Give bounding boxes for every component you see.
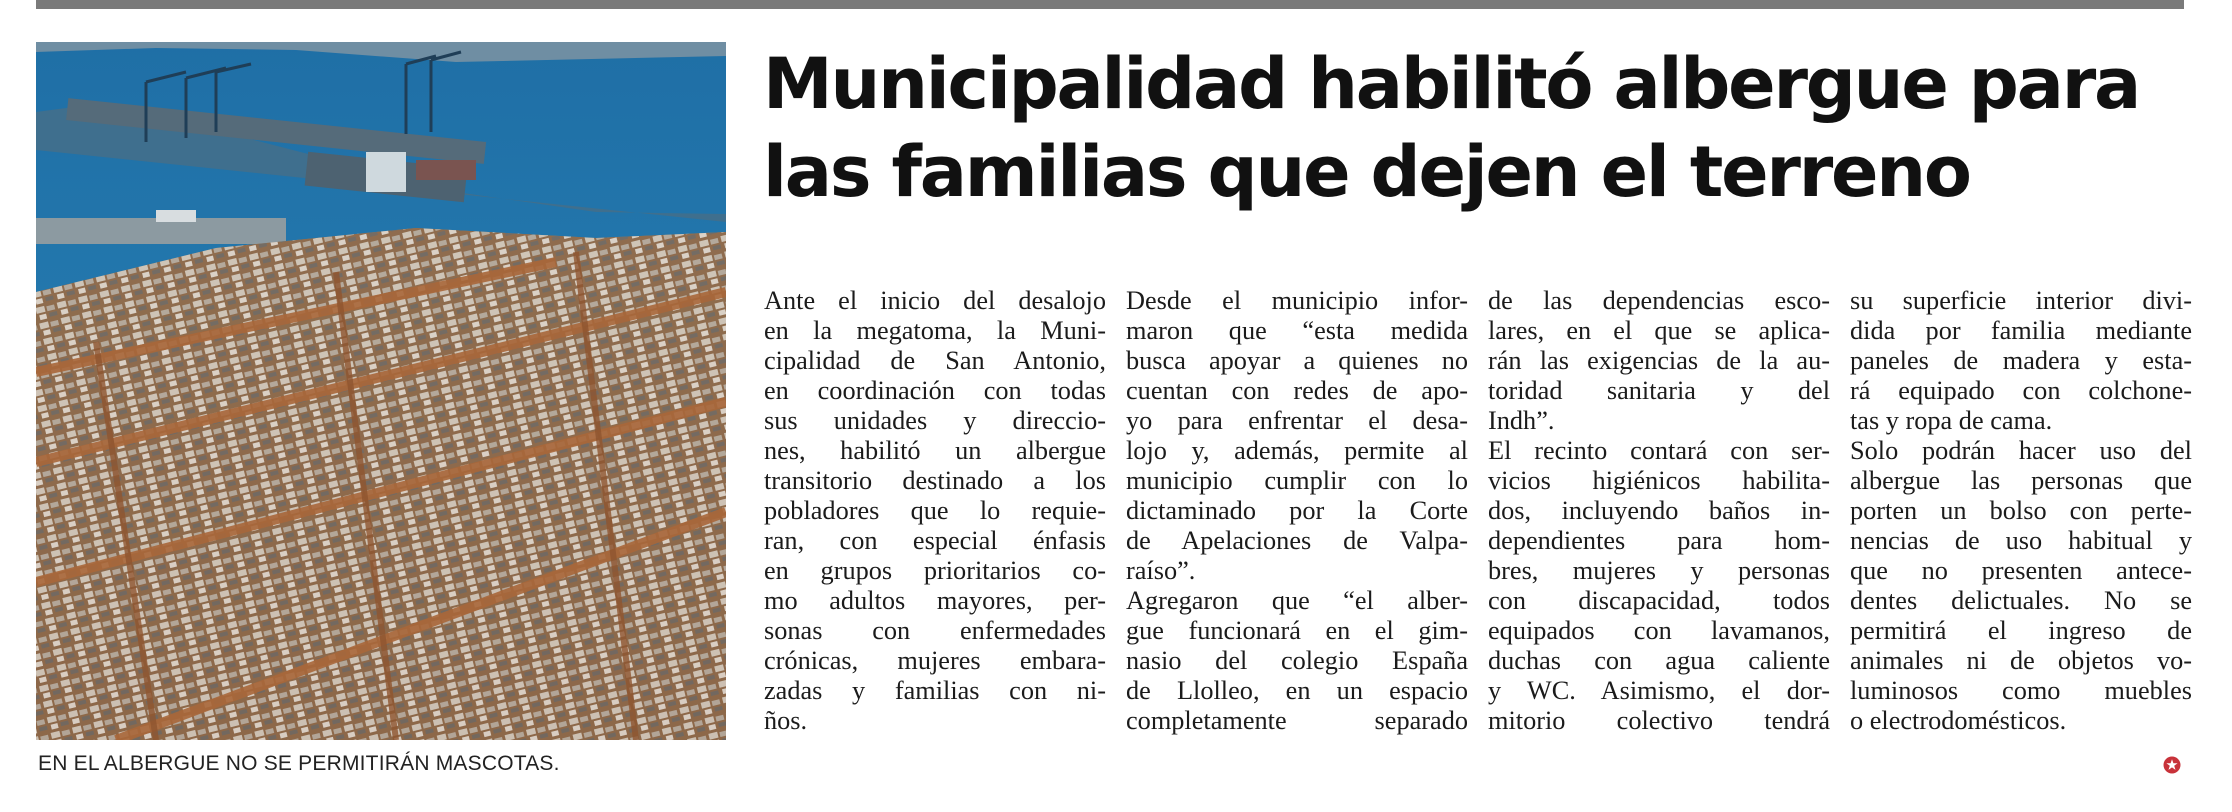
body-line: nes, habilitó un albergue bbox=[764, 436, 1106, 465]
body-line: vicios higiénicos habilita- bbox=[1488, 466, 1830, 495]
body-line: bres, mujeres y personas bbox=[1488, 556, 1830, 585]
body-line: y WC. Asimismo, el dor- bbox=[1488, 676, 1830, 705]
headline bbox=[763, 40, 2183, 216]
body-line: lojo y, además, permite al bbox=[1126, 436, 1468, 465]
body-column-4 bbox=[1850, 286, 2192, 736]
aerial-photo-camp bbox=[36, 42, 726, 740]
body-line: dependientes para hom- bbox=[1488, 526, 1830, 555]
body-line: yo para enfrentar el desa- bbox=[1126, 406, 1468, 435]
body-line: El recinto contará con ser- bbox=[1488, 436, 1830, 465]
body-line: porten un bolso con perte- bbox=[1850, 496, 2192, 525]
body-line: de Llolleo, en un espacio bbox=[1126, 676, 1468, 705]
body-line: Desde el municipio infor- bbox=[1126, 286, 1468, 315]
headline-line-1: Municipalidad habilitó albergue para bbox=[763, 43, 2140, 125]
body-line: en la megatoma, la Muni- bbox=[764, 316, 1106, 345]
body-column-2 bbox=[1126, 286, 1468, 736]
body-line: dida por familia mediante bbox=[1850, 316, 2192, 345]
body-line: ños. bbox=[764, 706, 808, 735]
body-line: luminosos como muebles bbox=[1850, 676, 2192, 705]
headline-line-2: las familias que dejen el terreno bbox=[763, 131, 1970, 213]
body-line: de Apelaciones de Valpa- bbox=[1126, 526, 1468, 555]
body-line: albergue las personas que bbox=[1850, 466, 2192, 495]
body-line: municipio cumplir con lo bbox=[1126, 466, 1468, 495]
body-line: o electrodomésticos. bbox=[1850, 706, 2067, 735]
body-line: nencias de uso habitual y bbox=[1850, 526, 2192, 555]
body-line: toridad sanitaria y del bbox=[1488, 376, 1830, 405]
body-line: paneles de madera y esta- bbox=[1850, 346, 2192, 375]
body-line: su superficie interior divi- bbox=[1850, 286, 2192, 315]
top-rule bbox=[36, 0, 2184, 9]
body-line: raíso”. bbox=[1126, 556, 1196, 585]
body-line: gue funcionará en el gim- bbox=[1126, 616, 1468, 645]
body-line: mo adultos mayores, per- bbox=[764, 586, 1106, 615]
body-line: ran, con especial énfasis bbox=[764, 526, 1106, 555]
body-line: lares, en el que se aplica- bbox=[1488, 316, 1830, 345]
body-line: rá equipado con colchone- bbox=[1850, 376, 2192, 405]
body-line: animales ni de objetos vo- bbox=[1850, 646, 2192, 675]
body-line: equipados con lavamanos, bbox=[1488, 616, 1830, 645]
body-line: busca apoyar a quienes no bbox=[1126, 346, 1468, 375]
body-line: duchas con agua caliente bbox=[1488, 646, 1830, 675]
body-line: rán las exigencias de la au- bbox=[1488, 346, 1830, 375]
body-line: en grupos prioritarios co- bbox=[764, 556, 1106, 585]
body-line: dictaminado por la Corte bbox=[1126, 496, 1468, 525]
body-line: zadas y familias con ni- bbox=[764, 676, 1106, 705]
body-line: transitorio destinado a los bbox=[764, 466, 1106, 495]
end-of-article-star-icon bbox=[2163, 756, 2181, 774]
body-line: con discapacidad, todos bbox=[1488, 586, 1830, 615]
body-line: cuentan con redes de apo- bbox=[1126, 376, 1468, 405]
photo-caption: EN EL ALBERGUE NO SE PERMITIRÁN MASCOTAS. bbox=[38, 752, 560, 775]
body-line: dos, incluyendo baños in- bbox=[1488, 496, 1830, 525]
body-line: sus unidades y direccio- bbox=[764, 406, 1106, 435]
body-line: crónicas, mujeres embara- bbox=[764, 646, 1106, 675]
body-line: permitirá el ingreso de bbox=[1850, 616, 2192, 645]
body-line: maron que “esta medida bbox=[1126, 316, 1468, 345]
body-column-1 bbox=[764, 286, 1106, 736]
body-line: cipalidad de San Antonio, bbox=[764, 346, 1106, 375]
body-line: completamente separado bbox=[1126, 706, 1468, 735]
body-line: de las dependencias esco- bbox=[1488, 286, 1830, 315]
body-line: dentes delictuales. No se bbox=[1850, 586, 2192, 615]
body-line: nasio del colegio España bbox=[1126, 646, 1468, 675]
body-column-3 bbox=[1488, 286, 1830, 736]
body-line: que no presenten antece- bbox=[1850, 556, 2192, 585]
body-line: tas y ropa de cama. bbox=[1850, 406, 2053, 435]
body-line: Ante el inicio del desalojo bbox=[764, 286, 1106, 315]
body-line: Agregaron que “el alber- bbox=[1126, 586, 1468, 615]
body-line: sonas con enfermedades bbox=[764, 616, 1106, 645]
body-line: Indh”. bbox=[1488, 406, 1555, 435]
body-line: Solo podrán hacer uso del bbox=[1850, 436, 2192, 465]
body-line: pobladores que lo requie- bbox=[764, 496, 1106, 525]
body-line: en coordinación con todas bbox=[764, 376, 1106, 405]
body-line: mitorio colectivo tendrá bbox=[1488, 706, 1830, 735]
